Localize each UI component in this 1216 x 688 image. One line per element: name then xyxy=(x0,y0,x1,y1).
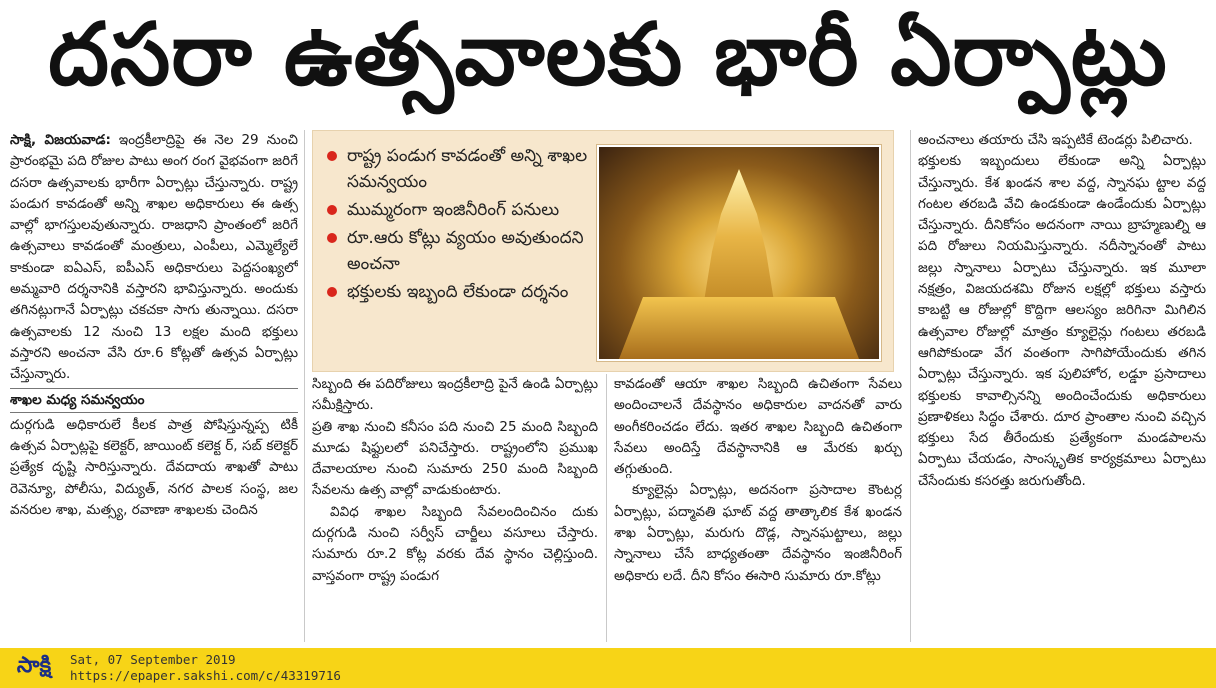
article-column-3 xyxy=(614,374,902,642)
paragraph: భక్తులకు ఇబ్బందులు లేకుండా అన్ని ఏర్పాట్లు చేస్తున్నారు. కేశ ఖండన శాల వద్ద, స్నానఘ ట్టాల వద్ద గంటల తరబడి వేచి ఉండకుండా ఉండేందుకు ఏర్పాట్లు చేస్తున్నారు. దీనికోసం అదనంగా నాయి బ్రాహ్మణుల్ని ఆ పది రోజులు నియమిస్తున్నారు. నదీస్నానంతో పాటు జల్లు స్నానాలు ఏర్పాటు చేస్తున్నారు. ఇక మూలా నక్షత్రం, విజయదశమి రోజున లక్షల్లో భక్తులు వస్తారు కాబట్టి ఆ రోజుల్లో కొద్దిగా ఆలస్యం జరిగినా మిగిలిన ఉత్సవాల రోజుల్లో మాత్రం క్యూలైన్లు గంటలు తరబడి ఆగిపోకుండా వేగ వంతంగా సాగిపోయేందుకు తగిన ఏర్పాట్లు చేస్తున్నారు. ఇక పులిహోర, లడ్డూ ప్రసాదాలు భక్తులకు కావాల్సినన్ని అందించేందుకు అధికారులు ప్రణాళికలు సిద్ధం చేశారు. దూర ప్రాంతాల నుంచి వచ్చిన భక్తులు సేద తీరేందుకు ప్రత్యేకంగా మండపాలను ఏర్పాటు చేయడం, సాంస్కృతిక కార్యక్రమాలు ఏర్పాటు చేసేందుకు కసరత్తు జరుగుతోంది. xyxy=(918,153,1206,489)
red-dot-icon xyxy=(327,151,337,161)
sakshi-logo: సాక్షి xyxy=(16,653,52,678)
red-dot-icon xyxy=(327,205,337,215)
paragraph: సిబ్బంది ఈ పదిరోజులు ఇంద్రకీలాద్రి పైనే ఉండి ఏర్పాట్లు సమీక్షిస్తారు. xyxy=(312,376,598,414)
column-divider xyxy=(910,130,911,642)
article-column-1 xyxy=(10,130,298,642)
red-dot-icon xyxy=(327,287,337,297)
edition-date: Sat, 07 September 2019 xyxy=(70,652,236,667)
temple-photo xyxy=(597,145,881,361)
highlights-box xyxy=(312,130,894,372)
highlight-item: భక్తులకు ఇబ్బంది లేకుండా దర్శనం xyxy=(327,279,589,305)
temple-base-shape xyxy=(619,297,859,359)
red-dot-icon xyxy=(327,233,337,243)
article-column-4 xyxy=(918,130,1206,642)
subheading: శాఖల మధ్య సమన్వయం xyxy=(10,388,298,413)
dateline: సాక్షి, విజయవాడ: xyxy=(10,132,111,148)
highlight-item: రాష్ట్ర పండుగ కావడంతో అన్ని శాఖల సమన్వయం xyxy=(327,143,589,195)
highlight-item: ముమ్మరంగా ఇంజినీరింగ్ పనులు xyxy=(327,197,589,223)
paragraph: దుర్గగుడి అధికారులే కీలక పాత్ర పోషిస్తున్నప్ప టికీ ఉత్సవ ఏర్పాట్లపై కలెక్టర్, జాయింట్ కలెక్ట ర్, సబ్ కలెక్టర్ ప్రత్యేక దృష్టి సారిస్తున్నారు. దేవదాయ శాఖతో పాటు రెవెన్యూ, పోలీసు, విద్యుత్, నగర పాలక సంస్థ, జల వనరుల శాఖ, మత్స్య, రవాణా శాఖలకు చెందిన xyxy=(10,416,298,519)
paragraph: ప్రతి శాఖ నుంచి కనీసం పది నుంచి 25 మంది సిబ్బంది మూడు షిఫ్టులలో పనిచేస్తారు. రాష్ట్రంలోని ప్రముఖ దేవాలయాల నుంచి సుమారు 250 మంది సిబ్బంది సేవలను ఉత్స వాల్లో వాడుకుంటారు. xyxy=(312,418,598,499)
paragraph: అంచనాలు తయారు చేసి ఇప్పటికే టెండర్లు పిలిచారు. xyxy=(918,132,1193,148)
paragraph: వివిధ శాఖల సిబ్బంది సేవలందించినం దుకు దుర్గగుడి నుంచి సర్వీస్ చార్జీలు వసూలు చేస్తారు. సుమారు రూ.2 కోట్ల వరకు దేవ స్థానం చెల్లిస్తుంది. వాస్తవంగా రాష్ట్ర పండుగ xyxy=(312,503,598,584)
highlights-list xyxy=(327,143,589,307)
headline: దసరా ఉత్సవాలకు భారీ ఏర్పాట్లు xyxy=(48,4,1168,105)
paragraph: కావడంతో ఆయా శాఖల సిబ్బంది ఉచితంగా సేవలు అందించాలనే దేవస్థానం అధికారుల వాదనతో వారు అంగీకరించడం లేదు. ఇతర శాఖల సిబ్బంది ఉచితంగా సేవలు అందిస్తే దేవస్థానానికి ఆ మేరకు ఖర్చు తగ్గుతుంది. xyxy=(614,376,902,478)
column-divider xyxy=(304,130,305,642)
article-column-2 xyxy=(312,374,598,642)
temple-tower-shape xyxy=(694,169,784,319)
column-divider xyxy=(606,374,607,642)
source-url[interactable]: https://epaper.sakshi.com/c/43319716 xyxy=(70,668,341,683)
paragraph: ఇంద్రకీలాద్రిపై ఈ నెల 29 నుంచి ప్రారంభమై పది రోజుల పాటు అంగ రంగ వైభవంగా జరిగే దసరా ఉత్సవాలకు భారీగా ఏర్పాట్లు చేస్తున్నారు. రాష్ట్ర పండుగ కావడంతో అన్ని శాఖల అధికారులు ఈ ఉత్స వాల్లో భాగస్తులవుతున్నారు. రాజధాని ప్రాంతంలో జరిగే ఉత్సవాలు కావడంతో మంత్రులు, ఎంపీలు, ఎమ్మెల్యేలే కాకుండా ఐఏఎస్, ఐపీఎస్ అధికారులు పెద్దసంఖ్యలో అమ్మవారి దర్శనానికి వస్తారని భావిస్తున్నారు. అందుకు తగినట్లుగానే ఏర్పాట్లు చకచకా సాగు తున్నాయి. దసరా ఉత్సవాలకు 12 నుంచి 13 లక్షల మంది భక్తులు వస్తారని అంచనా వేసి రూ.6 కోట్లతో ఉత్సవ ఏర్పాట్లు చేస్తున్నారు. xyxy=(10,132,298,383)
highlight-item: రూ.ఆరు కోట్లు వ్యయం అవుతుందని అంచనా xyxy=(327,225,589,277)
paragraph: క్యూలైన్లు ఏర్పాట్లు, అదనంగా ప్రసాదాల కౌంటర్ల ఏర్పాట్లు, పద్మావతి ఘాట్ వద్ద తాత్కాలిక కేశ ఖండన శాఖ ఏర్పాట్లు, మరుగు దొడ్ల, స్నానఘట్టాలు, జల్లు స్నానాలు చేసే బాధ్యతంతా దేవస్థానం ఇంజినీరింగ్ అధికారు లదే. దీని కోసం ఈసారి సుమారు రూ.కోట్లు xyxy=(614,482,902,584)
footer-bar xyxy=(0,648,1216,688)
